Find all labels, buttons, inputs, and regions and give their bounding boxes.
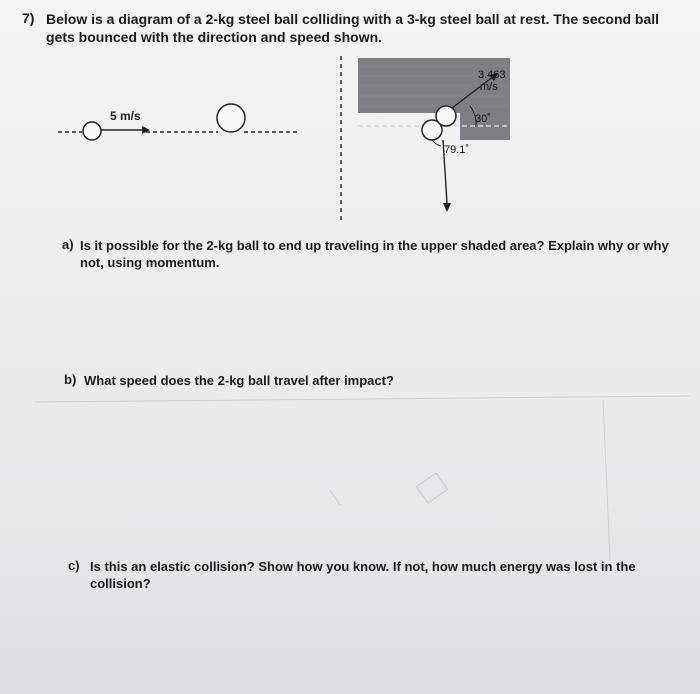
part-c-label: c) (68, 558, 80, 573)
left-speed-label: 5 m/s (110, 109, 141, 123)
question-number: 7) (22, 10, 35, 26)
right-speed-unit: m/s (480, 81, 498, 93)
part-b-label: b) (64, 372, 77, 387)
part-b-text: What speed does the 2-kg ball travel after impact? (84, 373, 394, 388)
right-speed-value: 3.463 (478, 69, 506, 81)
part-c-text: Is this an elastic collision? Show how you know. If not, how much energy was lost in the collision? (90, 559, 636, 591)
angle-label-upper: 30˚ (475, 113, 491, 125)
part-a-text: Is it possible for the 2-kg ball to end up traveling in the upper shaded area? Explain why or why not, using momentum. (80, 238, 669, 270)
part-a-label: a) (62, 237, 74, 252)
angle-label-lower: 79.1˚ (444, 144, 470, 156)
question-text: Below is a diagram of a 2-kg steel ball colliding with a 3-kg steel ball at rest. The second ball gets bounced with the direction and speed shown. (46, 11, 660, 45)
